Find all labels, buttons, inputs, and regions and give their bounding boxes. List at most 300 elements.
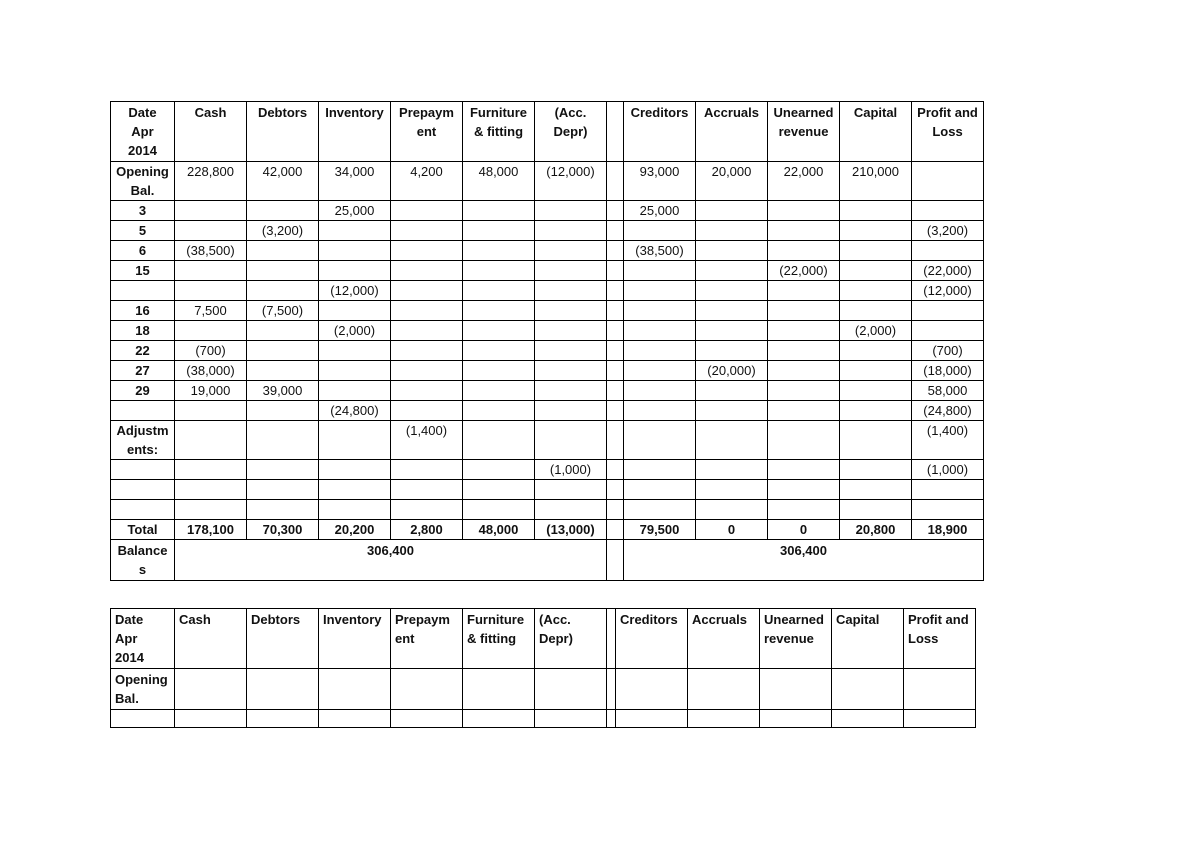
table-cell: (2,000) [840,321,912,341]
table-cell: Creditors [624,102,696,162]
balances-row [111,540,984,581]
header-row [111,102,984,162]
separator-column [607,460,624,480]
table-cell: (7,500) [247,301,319,321]
table-cell [832,710,904,728]
row-label: 27 [111,361,175,381]
separator-column [607,321,624,341]
table-cell: (22,000) [768,261,840,281]
table-cell [391,341,463,361]
table-cell [175,421,247,460]
separator-column [607,669,616,710]
separator-column [607,401,624,421]
table-cell [247,201,319,221]
table-cell: (1,000) [535,460,607,480]
table-cell: 42,000 [247,162,319,201]
separator-column [607,241,624,261]
table-cell: (38,000) [175,361,247,381]
separator-column [607,421,624,460]
table-cell: 58,000 [912,381,984,401]
table-row [111,710,976,728]
row-label: 18 [111,321,175,341]
table-cell [768,201,840,221]
table-row [111,241,984,261]
table-cell: (1,400) [912,421,984,460]
table-cell: Inventory [319,609,391,669]
table-cell [696,201,768,221]
table-cell [696,401,768,421]
row-label [111,480,175,500]
table-cell: (Acc. Depr) [535,102,607,162]
table-cell: Creditors [616,609,688,669]
table-cell [463,480,535,500]
table-row [111,361,984,381]
table-cell [463,321,535,341]
table-cell [840,221,912,241]
table-cell [535,361,607,381]
table-cell [912,480,984,500]
table-cell [391,261,463,281]
table-cell [624,341,696,361]
table-cell [247,710,319,728]
table-cell [247,421,319,460]
table-cell [535,500,607,520]
table-cell: 48,000 [463,162,535,201]
table-cell [319,460,391,480]
table-cell [319,500,391,520]
table-cell [391,401,463,421]
table-cell: 19,000 [175,381,247,401]
table-cell [535,401,607,421]
row-label: Balance s [111,540,175,581]
table-cell [247,321,319,341]
row-label [111,460,175,480]
table-cell: 20,200 [319,520,391,540]
table-cell [391,361,463,381]
header-row [111,609,976,669]
table-cell [319,241,391,261]
table-cell [319,480,391,500]
table-cell [696,500,768,520]
table-cell [535,221,607,241]
table-cell [840,500,912,520]
row-label: Opening Bal. [111,669,175,710]
table-row [111,162,984,201]
row-label [111,281,175,301]
table-cell [175,480,247,500]
table-cell [111,710,175,728]
row-label [111,500,175,520]
table-cell [391,669,463,710]
table-cell [247,401,319,421]
table-row [111,201,984,221]
table-cell [319,421,391,460]
table-cell [768,341,840,361]
table-cell [624,500,696,520]
table-cell [391,710,463,728]
table-cell [319,381,391,401]
table-cell: Unearned revenue [760,609,832,669]
separator-column [607,540,624,581]
table-cell [175,460,247,480]
table-cell [840,341,912,361]
table-cell [624,221,696,241]
table-cell: Cash [175,102,247,162]
table-cell: Cash [175,609,247,669]
table-cell [840,261,912,281]
table-cell [696,301,768,321]
table-row [111,460,984,480]
table-cell [840,460,912,480]
separator-column [607,102,624,162]
row-label: Date Apr 2014 [111,609,175,669]
table-cell [319,361,391,381]
table-cell [535,669,607,710]
table-cell [175,710,247,728]
row-label: 6 [111,241,175,261]
table-cell [624,381,696,401]
transactions-table [110,101,984,581]
table-cell [391,281,463,301]
table-cell [768,421,840,460]
table-cell [760,710,832,728]
table-cell [319,301,391,321]
separator-column [607,301,624,321]
table-cell: (22,000) [912,261,984,281]
table-cell [463,281,535,301]
assets-balance: 306,400 [175,540,607,581]
table-cell [696,341,768,361]
table-cell: (12,000) [535,162,607,201]
table-cell [624,421,696,460]
table-cell [535,341,607,361]
table-cell [247,261,319,281]
row-label: 22 [111,341,175,361]
separator-column [607,609,616,669]
table-cell: (38,500) [175,241,247,261]
table-row [111,421,984,460]
table-cell [912,301,984,321]
table-cell: (20,000) [696,361,768,381]
table-cell [463,710,535,728]
table-cell [768,500,840,520]
table-cell: (38,500) [624,241,696,261]
table-cell: 22,000 [768,162,840,201]
table-row [111,221,984,241]
row-label: Date Apr 2014 [111,102,175,162]
table-cell [463,500,535,520]
table-cell: (12,000) [319,281,391,301]
table-cell: (24,800) [319,401,391,421]
table-cell [768,301,840,321]
table-cell [535,301,607,321]
table-cell [696,241,768,261]
table-cell: (2,000) [319,321,391,341]
table-cell: (12,000) [912,281,984,301]
table-cell: Unearned revenue [768,102,840,162]
table-cell [768,241,840,261]
table-cell [463,341,535,361]
table-cell [840,301,912,321]
table-cell [535,241,607,261]
table-cell [175,669,247,710]
table-cell [175,261,247,281]
table-cell [912,321,984,341]
table-cell [624,281,696,301]
table-cell [175,401,247,421]
table-row [111,500,984,520]
separator-column [607,201,624,221]
table-cell: (13,000) [535,520,607,540]
separator-column [607,520,624,540]
table-cell [768,361,840,381]
table-cell [768,281,840,301]
table-cell [247,460,319,480]
table-cell [247,669,319,710]
table-cell [391,201,463,221]
table-cell: (700) [175,341,247,361]
table-cell: 178,100 [175,520,247,540]
table-cell [840,201,912,221]
table-cell [696,480,768,500]
table-cell [463,669,535,710]
separator-column [607,341,624,361]
table-cell [463,221,535,241]
total-row [111,520,984,540]
table-cell [535,710,607,728]
table-cell [535,321,607,341]
table-cell: Accruals [696,102,768,162]
table-cell [616,710,688,728]
table-cell: Capital [832,609,904,669]
table-cell [319,669,391,710]
table-cell [696,381,768,401]
row-label: 29 [111,381,175,401]
table-cell [463,381,535,401]
table-cell [624,460,696,480]
table-cell [391,460,463,480]
table-cell [768,381,840,401]
table-cell [247,281,319,301]
table-cell [624,261,696,281]
table-cell: 34,000 [319,162,391,201]
liabilities-balance: 306,400 [624,540,984,581]
separator-column [607,281,624,301]
table-cell: 79,500 [624,520,696,540]
table-cell [247,480,319,500]
table-cell [840,361,912,381]
table-cell: Inventory [319,102,391,162]
separator-column [607,500,624,520]
table-row [111,669,976,710]
table-cell [175,281,247,301]
table-cell [624,480,696,500]
table-cell [535,381,607,401]
row-label: Total [111,520,175,540]
table-cell [319,221,391,241]
table-cell [840,241,912,261]
table-cell [535,421,607,460]
table-cell: 0 [768,520,840,540]
separator-column [607,221,624,241]
table-cell [535,261,607,281]
table-cell [391,321,463,341]
table-cell [696,221,768,241]
table-cell [247,241,319,261]
table-cell [463,301,535,321]
table-cell [535,201,607,221]
table-cell [696,321,768,341]
table-row [111,301,984,321]
table-cell: (Acc. Depr) [535,609,607,669]
table-row [111,381,984,401]
table-cell [463,241,535,261]
table-cell [768,401,840,421]
table-cell [832,669,904,710]
table-cell: 25,000 [319,201,391,221]
table-cell [768,480,840,500]
table-cell [912,500,984,520]
table-cell [912,162,984,201]
table-cell [912,241,984,261]
table-cell: (1,000) [912,460,984,480]
table-cell [696,281,768,301]
table-cell [760,669,832,710]
table-cell [391,500,463,520]
table-cell: 20,800 [840,520,912,540]
table-cell [463,401,535,421]
row-label: 15 [111,261,175,281]
table-cell: Prepaym ent [391,102,463,162]
table-cell [840,401,912,421]
table-cell [904,669,976,710]
row-label: Adjustm ents: [111,421,175,460]
table-cell [768,221,840,241]
table-cell: 7,500 [175,301,247,321]
table-cell [463,201,535,221]
table-cell [688,669,760,710]
table-cell [696,421,768,460]
table-cell [391,480,463,500]
table-cell: Debtors [247,102,319,162]
table-cell: 70,300 [247,520,319,540]
table-cell: (1,400) [391,421,463,460]
table-cell [463,261,535,281]
table-cell [912,201,984,221]
table-cell: 210,000 [840,162,912,201]
table-cell [175,221,247,241]
table-cell: 228,800 [175,162,247,201]
table-cell: (700) [912,341,984,361]
table-cell [175,321,247,341]
table-cell [624,321,696,341]
table-cell [688,710,760,728]
table-cell [319,341,391,361]
table-cell [840,381,912,401]
row-label [111,401,175,421]
table-cell: Furniture & fitting [463,609,535,669]
table-cell: 0 [696,520,768,540]
table-cell: Profit and Loss [904,609,976,669]
table-cell [624,361,696,381]
blank-template-table [110,608,976,728]
table-cell: Capital [840,102,912,162]
table-cell [696,460,768,480]
table-cell: 93,000 [624,162,696,201]
table-cell [624,401,696,421]
row-label: 5 [111,221,175,241]
table-cell [535,281,607,301]
table-cell: Prepaym ent [391,609,463,669]
row-label: 3 [111,201,175,221]
separator-column [607,261,624,281]
table-cell [175,500,247,520]
table-cell [391,301,463,321]
table-cell [840,480,912,500]
table-cell: Profit and Loss [912,102,984,162]
table-cell [463,421,535,460]
table-cell: 25,000 [624,201,696,221]
table-cell [319,261,391,281]
separator-column [607,710,616,728]
table-cell [768,460,840,480]
table-cell [696,261,768,281]
separator-column [607,162,624,201]
row-label: Opening Bal. [111,162,175,201]
table-cell [247,500,319,520]
table-cell [247,341,319,361]
table-cell: 48,000 [463,520,535,540]
table-cell: 20,000 [696,162,768,201]
table-cell [624,301,696,321]
table-cell: Debtors [247,609,319,669]
table-cell [840,421,912,460]
table-cell: 2,800 [391,520,463,540]
table-row [111,261,984,281]
table-cell: (3,200) [912,221,984,241]
table-cell [904,710,976,728]
table-cell [391,381,463,401]
table-cell [535,480,607,500]
table-cell [247,361,319,381]
separator-column [607,361,624,381]
table-cell [463,460,535,480]
table-cell [175,201,247,221]
table-cell: Accruals [688,609,760,669]
separator-column [607,381,624,401]
table-cell [840,281,912,301]
table-cell: 39,000 [247,381,319,401]
table-cell: 18,900 [912,520,984,540]
table-row [111,480,984,500]
table-cell [463,361,535,381]
row-label: 16 [111,301,175,321]
table-row [111,401,984,421]
separator-column [607,480,624,500]
table-cell: (18,000) [912,361,984,381]
table-cell: 4,200 [391,162,463,201]
table-row [111,281,984,301]
table-cell [391,241,463,261]
table-cell [319,710,391,728]
table-cell: (3,200) [247,221,319,241]
table-cell [391,221,463,241]
table-cell [768,321,840,341]
table-row [111,341,984,361]
table-cell: Furniture & fitting [463,102,535,162]
table-cell: (24,800) [912,401,984,421]
table-row [111,321,984,341]
